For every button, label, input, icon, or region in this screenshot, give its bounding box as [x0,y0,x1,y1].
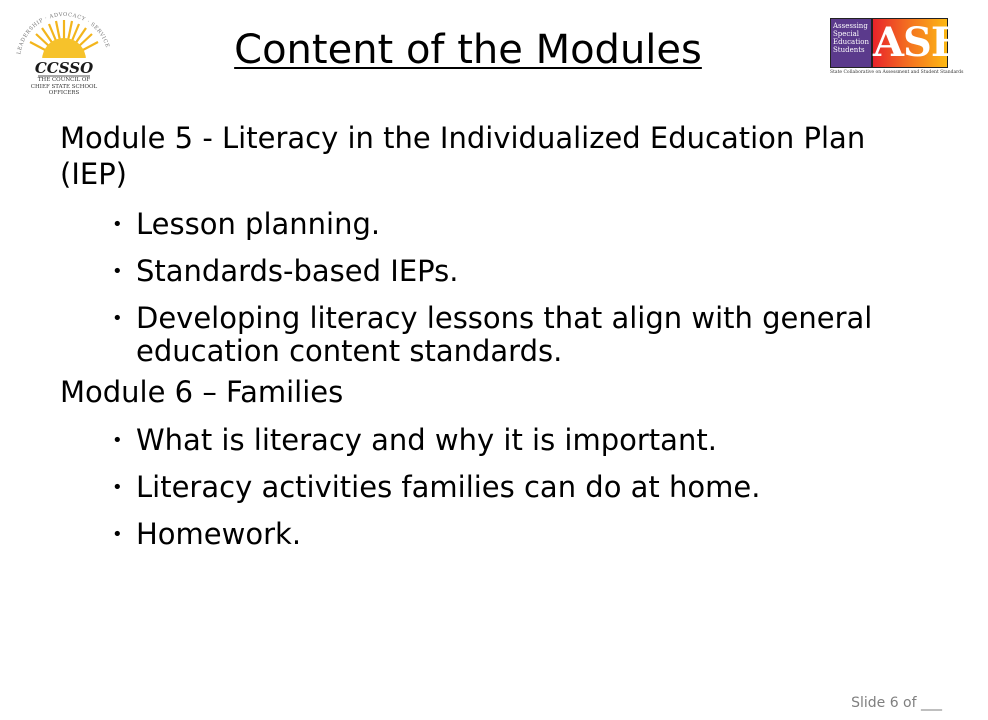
ccsso-logo-text: CCSSO [34,59,94,77]
bullet-item [60,208,910,241]
bullet-text: What is literacy and why it is important. [136,423,717,457]
ases-word-line: Education [833,38,869,46]
bullet-dot-icon: • [112,308,123,329]
ases-word-line: Special [833,30,859,38]
bullet-dot-icon: • [112,477,123,498]
bullet-item [60,255,910,288]
slide-content [60,116,910,551]
bullet-dot-icon: • [112,261,123,282]
ccsso-subtext: THE COUNCIL OF CHIEF STATE SCHOOL OFFICERS [30,77,98,96]
bullet-dot-icon: • [112,430,123,451]
bullet-dot-icon: • [112,214,123,235]
bullet-item [60,424,910,457]
module-heading: Module 6 – Families [60,375,344,409]
ases-word-line: Students [833,46,865,54]
bullet-text: Literacy activities families can do at home. [136,470,761,504]
module-heading: Module 5 - Literacy in the Individualized Education Plan (IEP) [60,121,866,191]
bullet-item [60,302,910,368]
ases-logo-words [830,18,872,68]
ases-logo [826,14,988,80]
ccsso-arc-text: LEADERSHIP · ADVOCACY · SERVICE [16,11,111,55]
ases-word-line: Assessing [833,22,868,30]
bullet-item [60,471,910,504]
slide-number: Slide 6 of ___ [851,695,942,711]
ases-logo-big-text: ASES [873,19,988,66]
bullet-text: Developing literacy lessons that align with general education content standards. [136,301,873,368]
bullet-dot-icon: • [112,524,123,545]
bullet-text: Standards-based IEPs. [136,254,459,288]
slide-title: Content of the Modules [234,27,702,73]
bullet-text: Lesson planning. [136,207,381,241]
ases-logo-box [826,14,988,72]
module-bullet-list [60,208,910,368]
ases-tagline: State Collaborative on Assessment and Student Standards [830,70,964,75]
bullet-text: Homework. [136,517,302,551]
bullet-item [60,518,910,551]
module-bullet-list [60,424,910,551]
